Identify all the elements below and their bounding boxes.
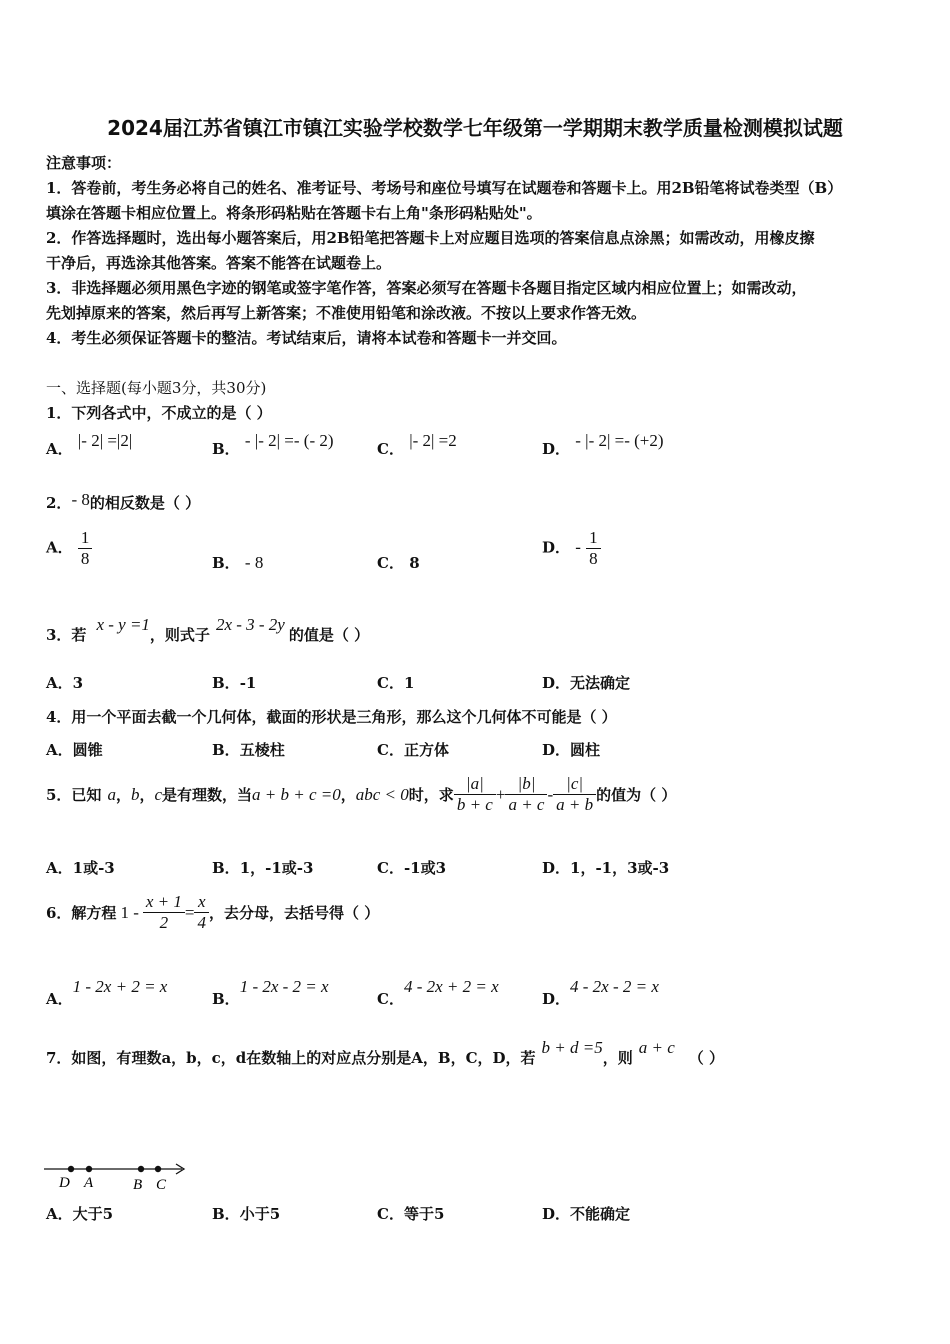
fraction-numerator: |b| — [505, 774, 547, 795]
option-label: B． — [212, 554, 240, 572]
q3-option-d — [542, 672, 630, 693]
option-label: C． — [377, 859, 404, 877]
option-label: C． — [377, 1205, 404, 1223]
inline-math: 1 - — [120, 902, 139, 922]
q6-option-c — [377, 977, 499, 1009]
question-number: 5．已知 — [46, 786, 102, 804]
q7-option-a — [46, 1203, 113, 1224]
option-value: 五棱柱 — [239, 741, 285, 759]
option-value: 1，-1，3或-3 — [570, 859, 670, 877]
option-value: 1，-1或-3 — [239, 859, 314, 877]
option-math: |- 2| =|2| — [77, 431, 133, 450]
equals-sign: = — [184, 902, 195, 922]
q1-option-d — [542, 431, 664, 459]
fraction-numerator: |c| — [553, 774, 596, 795]
fraction — [143, 892, 185, 933]
question-4-stem: 4．用一个平面去截一个几何体，截面的形状是三角形，那么这个几何体不可能是（ ） — [46, 708, 617, 726]
stem-text: ， — [115, 786, 131, 804]
option-value: 8 — [409, 554, 420, 572]
option-value: 圆柱 — [570, 741, 601, 759]
q3-option-b — [212, 672, 256, 693]
option-value: 无法确定 — [570, 674, 631, 692]
option-label: C． — [377, 554, 404, 572]
q1-option-b — [212, 431, 334, 459]
fraction-numerator: x + 1 — [143, 892, 185, 913]
option-label: C． — [377, 990, 404, 1008]
stem-text: 是有理数，当 — [162, 786, 253, 804]
option-math: |- 2| =2 — [409, 431, 457, 450]
option-math: - |- 2| =- (+2) — [575, 431, 664, 450]
stem-text: ， — [139, 786, 155, 804]
notice-line: 先划掉原来的答案，然后再写上新答案；不准使用铅笔和涂改液。不按以上要求作答无效。 — [46, 304, 647, 322]
q6-option-b — [212, 977, 329, 1009]
q4-option-c — [377, 739, 449, 760]
plus-sign: + — [495, 784, 506, 804]
fraction — [454, 774, 496, 815]
option-value: 3 — [72, 674, 84, 692]
section-heading: 一、选择题(每小题3分，共30分) — [46, 379, 267, 397]
notice-line: 2．作答选择题时，选出每小题答案后，用2B铅笔把答题卡上对应题目选项的答案信息点涂黑；如需改动，用橡皮擦 — [46, 229, 815, 247]
option-label: C． — [377, 440, 404, 458]
option-value: 正方体 — [403, 741, 449, 759]
fraction-denominator: a + c — [508, 795, 545, 814]
stem-text: 7．如图，有理数a，b，c，d在数轴上的对应点分别是A，B，C，D，若 — [46, 1049, 536, 1067]
minus-sign: - — [547, 784, 554, 804]
option-label: C． — [377, 674, 404, 692]
fraction — [505, 774, 547, 815]
q4-option-a — [46, 739, 103, 760]
inline-math: abc < 0 — [355, 784, 409, 804]
fraction-denominator: 4 — [197, 913, 206, 932]
fraction-denominator: a + b — [556, 795, 594, 814]
option-value: 1或-3 — [72, 859, 115, 877]
label-d: D — [59, 1175, 70, 1191]
point-b — [138, 1166, 144, 1172]
question-7-stem — [46, 1038, 725, 1068]
option-math: - |- 2| =- (- 2) — [244, 431, 334, 450]
q6-option-d — [542, 977, 659, 1009]
q2-option-c — [377, 552, 420, 573]
option-value: -1或3 — [403, 859, 447, 877]
option-label: A． — [46, 859, 73, 877]
minus-sign: - — [575, 537, 581, 557]
fraction-denominator: 2 — [159, 913, 169, 932]
notice-line: 填涂在答题卡相应位置上。将条形码粘贴在答题卡右上角"条形码粘贴处"。 — [46, 204, 542, 222]
option-value: -1 — [239, 674, 257, 692]
q1-option-a — [46, 431, 133, 459]
question-2-stem — [46, 492, 200, 513]
q7-option-c — [377, 1203, 444, 1224]
option-label: B． — [212, 741, 240, 759]
stem-text: 的值为（ ） — [596, 786, 677, 804]
option-label: B． — [212, 1205, 240, 1223]
point-d — [68, 1166, 74, 1172]
option-label: A． — [46, 990, 73, 1008]
option-value: 等于5 — [403, 1205, 445, 1223]
option-label: C． — [377, 741, 404, 759]
q1-option-c — [377, 431, 457, 459]
inline-math: b + d =5 — [541, 1038, 603, 1057]
fraction-numerator: 1 — [586, 528, 601, 549]
q2-option-d — [542, 528, 601, 569]
label-a: A — [84, 1175, 94, 1191]
question-5-stem — [46, 774, 676, 815]
point-a — [86, 1166, 92, 1172]
label-b: B — [133, 1177, 143, 1193]
fraction-denominator: 8 — [80, 549, 90, 568]
question-number: 6．解方程 — [46, 904, 117, 922]
option-label: A． — [46, 1205, 73, 1223]
option-label: D． — [542, 741, 571, 759]
q5-option-a — [46, 857, 115, 878]
option-value: 1 — [403, 674, 415, 692]
option-label: D． — [542, 674, 571, 692]
option-label: B． — [212, 674, 240, 692]
inline-math: a + c — [638, 1038, 675, 1057]
stem-text: ，去分母，去括号得（ ） — [208, 904, 380, 922]
question-number: 2． — [46, 494, 72, 512]
option-math: 4 - 2x - 2 = x — [570, 977, 659, 996]
q3-option-a — [46, 672, 83, 693]
option-label: D． — [542, 538, 571, 557]
option-label: D． — [542, 1205, 571, 1223]
inline-math: b — [130, 784, 140, 804]
option-label: D． — [542, 990, 571, 1008]
notice-line: 干净后，再选涂其他答案。答案不能答在试题卷上。 — [46, 254, 392, 272]
q5-option-c — [377, 857, 446, 878]
q4-option-b — [212, 739, 285, 760]
inline-math: - 8 — [71, 490, 90, 509]
option-label: B． — [212, 440, 240, 458]
option-label: A． — [46, 440, 73, 458]
option-math: 1 - 2x - 2 = x — [239, 977, 329, 996]
fraction — [553, 774, 596, 815]
stem-text: 的值是（ ） — [288, 626, 370, 644]
inline-math: a — [107, 784, 116, 804]
option-label: A． — [46, 741, 73, 759]
option-math: - 8 — [244, 553, 264, 572]
fraction — [586, 528, 601, 569]
inline-math: a + b + c =0 — [252, 784, 341, 804]
fraction — [78, 528, 93, 569]
notice-line: 3．非选择题必须用黑色字迹的钢笔或签字笔作答，答案必须写在答题卡各题目指定区域内相应位置上；如需改动， — [46, 279, 807, 297]
q7-option-d — [542, 1203, 630, 1224]
question-3-stem — [46, 615, 370, 645]
q4-option-d — [542, 739, 600, 760]
option-value: 小于5 — [239, 1205, 281, 1223]
stem-text: 的相反数是（ ） — [89, 494, 201, 512]
fraction-numerator: 1 — [78, 528, 93, 549]
q5-option-d — [542, 857, 669, 878]
page-title: 2024届江苏省镇江市镇江实验学校数学七年级第一学期期末教学质量检测模拟试题 — [107, 116, 843, 140]
stem-text: （ ） — [688, 1049, 725, 1067]
q6-option-a — [46, 977, 168, 1009]
option-value: 圆锥 — [72, 741, 103, 759]
notice-line: 4．考生必须保证答题卡的整洁。考试结束后，请将本试卷和答题卡一并交回。 — [46, 329, 567, 347]
inline-math: c — [154, 784, 163, 804]
question-1-stem: 1．下列各式中，不成立的是（ ） — [46, 404, 272, 422]
q2-option-b — [212, 552, 263, 573]
stem-text: ， — [340, 786, 356, 804]
option-label: D． — [542, 440, 571, 458]
option-label: B． — [212, 990, 240, 1008]
option-math: 1 - 2x + 2 = x — [72, 977, 168, 996]
fraction-denominator: 8 — [589, 549, 598, 568]
number-line-figure — [44, 1158, 194, 1194]
notice-heading: 注意事项： — [46, 154, 122, 172]
inline-math: 2x - 3 - 2y — [215, 615, 285, 634]
option-label: D． — [542, 859, 571, 877]
fraction-numerator: x — [194, 892, 209, 913]
fraction — [194, 892, 209, 933]
q5-option-b — [212, 857, 313, 878]
option-value: 不能确定 — [570, 1205, 631, 1223]
q2-option-a — [46, 528, 92, 569]
option-math: 4 - 2x + 2 = x — [403, 977, 499, 996]
stem-text: 时，求 — [408, 786, 454, 804]
inline-math: x - y =1 — [96, 615, 150, 634]
stem-text: ，则式子 — [149, 626, 210, 644]
q3-option-c — [377, 672, 414, 693]
label-c: C — [156, 1177, 167, 1193]
question-6-stem — [46, 892, 379, 933]
stem-text: ，则 — [602, 1049, 633, 1067]
point-c — [155, 1166, 161, 1172]
notice-line: 1．答卷前，考生务必将自己的姓名、准考证号、考场号和座位号填写在试题卷和答题卡上。用2B铅笔将试卷类型（B） — [46, 179, 843, 197]
option-label: B． — [212, 859, 240, 877]
q7-option-b — [212, 1203, 280, 1224]
option-label: A． — [46, 538, 73, 557]
option-label: A． — [46, 674, 73, 692]
fraction-denominator: b + c — [456, 795, 493, 814]
option-value: 大于5 — [72, 1205, 114, 1223]
fraction-numerator: |a| — [454, 774, 496, 795]
question-number: 3．若 — [46, 626, 87, 644]
